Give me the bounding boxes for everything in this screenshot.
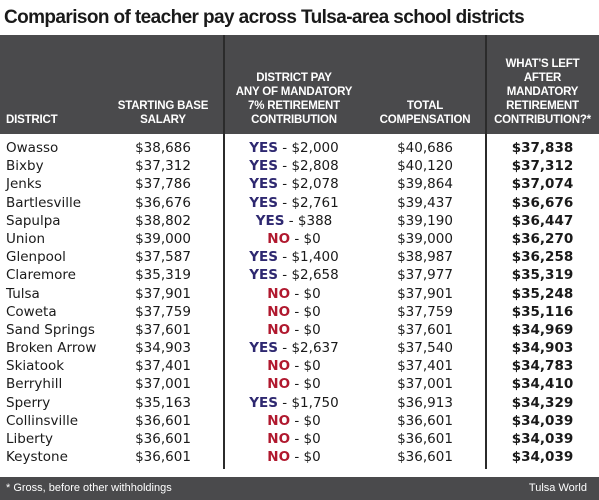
table-header [0, 35, 599, 134]
table-row [0, 448, 599, 466]
contribution-amount: - $2,637 [278, 340, 339, 357]
district-name: Jenks [6, 176, 42, 193]
pays-contribution-flag: YES [249, 249, 279, 266]
whats-left-amount: $34,410 [511, 376, 574, 393]
table-row [0, 230, 599, 248]
pays-contribution-flag: NO [267, 230, 291, 247]
starting-base-salary: $37,786 [135, 176, 191, 193]
whats-left-amount: $36,447 [511, 212, 574, 229]
district-name: Liberty [6, 431, 53, 447]
district-pay-cell [224, 412, 364, 430]
contribution-amount: - $388 [284, 212, 333, 229]
pays-contribution-flag: NO [267, 303, 291, 320]
total-compensation: $38,987 [397, 249, 453, 266]
pays-contribution-flag: YES [249, 158, 279, 175]
district-pay-cell [224, 285, 364, 303]
whats-left-amount: $34,783 [511, 358, 574, 375]
table-row [0, 430, 599, 448]
district-pay-cell [224, 394, 364, 412]
district-name: Sapulpa [6, 212, 61, 229]
table-row [0, 248, 599, 266]
whats-left-amount: $34,903 [511, 340, 574, 357]
district-name: Coweta [6, 303, 57, 320]
contribution-amount: - $1,750 [278, 394, 339, 411]
district-name: Keystone [6, 449, 68, 466]
contribution-amount: - $0 [290, 431, 321, 447]
starting-base-salary: $38,802 [135, 212, 191, 229]
pays-contribution-flag: YES [249, 194, 279, 211]
total-compensation: $37,977 [397, 267, 453, 284]
district-pay-cell [224, 157, 364, 175]
header-whats-left: WHAT'S LEFT AFTER MANDATORY RETIREMENT CONTRIBUTION?* [494, 58, 591, 126]
starting-base-salary: $37,587 [135, 249, 191, 266]
header-district-pay: DISTRICT PAY ANY OF MANDATORY 7% RETIREMENT CONTRIBUTION [235, 72, 353, 126]
total-compensation: $37,901 [397, 285, 453, 302]
whats-left-amount: $36,270 [511, 230, 574, 247]
starting-base-salary: $38,686 [135, 140, 191, 156]
table-row [0, 285, 599, 303]
table-row [0, 303, 599, 321]
total-compensation: $36,913 [397, 394, 453, 411]
district-name: Broken Arrow [6, 340, 97, 357]
contribution-amount: - $2,000 [278, 140, 339, 156]
whats-left-amount: $34,039 [511, 412, 574, 429]
district-name: Owasso [6, 140, 59, 156]
table-row [0, 412, 599, 430]
district-name: Claremore [6, 267, 76, 284]
total-compensation: $39,864 [397, 176, 453, 193]
starting-base-salary: $36,601 [135, 449, 191, 466]
district-name: Sperry [6, 394, 51, 411]
pays-contribution-flag: NO [267, 449, 291, 466]
starting-base-salary: $34,903 [135, 340, 191, 357]
table-row [0, 175, 599, 193]
pays-contribution-flag: NO [267, 376, 291, 393]
pays-contribution-flag: NO [267, 321, 291, 338]
pays-contribution-flag: YES [249, 267, 279, 284]
contribution-amount: - $2,078 [278, 176, 339, 193]
total-compensation: $37,601 [397, 321, 453, 338]
whats-left-amount: $35,248 [511, 285, 574, 302]
total-compensation: $36,601 [397, 449, 453, 466]
header-starting-base-salary: STARTING BASE SALARY [117, 100, 209, 126]
pays-contribution-flag: YES [249, 394, 279, 411]
total-compensation: $37,540 [397, 340, 453, 357]
district-name: Sand Springs [6, 321, 95, 338]
starting-base-salary: $36,676 [135, 194, 191, 211]
whats-left-amount: $34,969 [511, 321, 574, 338]
pays-contribution-flag: NO [267, 358, 291, 375]
contribution-amount: - $1,400 [278, 249, 339, 266]
total-compensation: $37,759 [397, 303, 453, 320]
starting-base-salary: $36,601 [135, 431, 191, 447]
table-row [0, 157, 599, 175]
pays-contribution-flag: NO [267, 431, 291, 447]
whats-left-amount: $34,039 [511, 431, 574, 447]
source-credit: Tulsa World [528, 482, 587, 494]
district-pay-cell [224, 194, 364, 212]
table-row [0, 375, 599, 393]
district-name: Skiatook [6, 358, 65, 375]
table-body [0, 139, 599, 466]
total-compensation: $37,001 [397, 376, 453, 393]
district-pay-cell [224, 230, 364, 248]
contribution-amount: - $2,761 [278, 194, 339, 211]
contribution-amount: - $0 [290, 230, 321, 247]
district-pay-cell [224, 339, 364, 357]
pays-contribution-flag: YES [249, 140, 279, 156]
pays-contribution-flag: YES [249, 176, 279, 193]
district-pay-cell [224, 448, 364, 466]
whats-left-amount: $34,329 [511, 394, 574, 411]
table-row [0, 339, 599, 357]
contribution-amount: - $2,658 [278, 267, 339, 284]
contribution-amount: - $0 [290, 376, 321, 393]
total-compensation: $36,601 [397, 431, 453, 447]
district-name: Bixby [6, 158, 44, 175]
district-pay-cell [224, 430, 364, 448]
total-compensation: $39,437 [397, 194, 453, 211]
starting-base-salary: $37,312 [135, 158, 191, 175]
table-row [0, 357, 599, 375]
district-pay-cell [224, 321, 364, 339]
contribution-amount: - $0 [290, 285, 321, 302]
contribution-amount: - $0 [290, 449, 321, 466]
district-pay-cell [224, 303, 364, 321]
whats-left-amount: $35,116 [511, 303, 574, 320]
total-compensation: $40,120 [397, 158, 453, 175]
total-compensation: $40,686 [397, 140, 453, 156]
district-pay-cell [224, 375, 364, 393]
starting-base-salary: $36,601 [135, 412, 191, 429]
footer [0, 477, 599, 500]
pays-contribution-flag: NO [267, 285, 291, 302]
table-row [0, 321, 599, 339]
table-row [0, 212, 599, 230]
district-pay-cell [224, 248, 364, 266]
starting-base-salary: $37,901 [135, 285, 191, 302]
starting-base-salary: $37,601 [135, 321, 191, 338]
contribution-amount: - $0 [290, 321, 321, 338]
district-name: Bartlesville [6, 194, 82, 211]
contribution-amount: - $2,808 [278, 158, 339, 175]
table-row [0, 266, 599, 284]
table-row [0, 194, 599, 212]
district-pay-cell [224, 357, 364, 375]
total-compensation: $39,190 [397, 212, 453, 229]
total-compensation: $37,401 [397, 358, 453, 375]
whats-left-amount: $37,838 [511, 140, 574, 156]
whats-left-amount: $35,319 [511, 267, 574, 284]
header-district: DISTRICT [6, 114, 58, 126]
whats-left-amount: $37,074 [511, 176, 574, 193]
starting-base-salary: $35,163 [135, 394, 191, 411]
starting-base-salary: $37,759 [135, 303, 191, 320]
district-pay-cell [224, 266, 364, 284]
pays-contribution-flag: YES [249, 340, 279, 357]
whats-left-amount: $36,676 [511, 194, 574, 211]
pays-contribution-flag: NO [267, 412, 291, 429]
page-title: Comparison of teacher pay across Tulsa-area school districts [4, 7, 525, 28]
district-name: Glenpool [6, 249, 66, 266]
district-name: Berryhill [6, 376, 63, 393]
footnote: * Gross, before other withholdings [6, 482, 172, 494]
whats-left-amount: $34,039 [511, 449, 574, 466]
table-row [0, 139, 599, 157]
table-row [0, 394, 599, 412]
district-name: Tulsa [6, 285, 40, 302]
district-pay-cell [224, 212, 364, 230]
starting-base-salary: $37,001 [135, 376, 191, 393]
starting-base-salary: $35,319 [135, 267, 191, 284]
whats-left-amount: $37,312 [511, 158, 574, 175]
contribution-amount: - $0 [290, 358, 321, 375]
district-name: Union [6, 230, 46, 247]
district-name: Collinsville [6, 412, 79, 429]
district-pay-cell [224, 139, 364, 157]
header-total-compensation: TOTAL COMPENSATION [379, 100, 471, 126]
starting-base-salary: $37,401 [135, 358, 191, 375]
contribution-amount: - $0 [290, 412, 321, 429]
district-pay-cell [224, 175, 364, 193]
total-compensation: $39,000 [397, 230, 453, 247]
starting-base-salary: $39,000 [135, 230, 191, 247]
total-compensation: $36,601 [397, 412, 453, 429]
pays-contribution-flag: YES [255, 212, 285, 229]
whats-left-amount: $36,258 [511, 249, 574, 266]
contribution-amount: - $0 [290, 303, 321, 320]
